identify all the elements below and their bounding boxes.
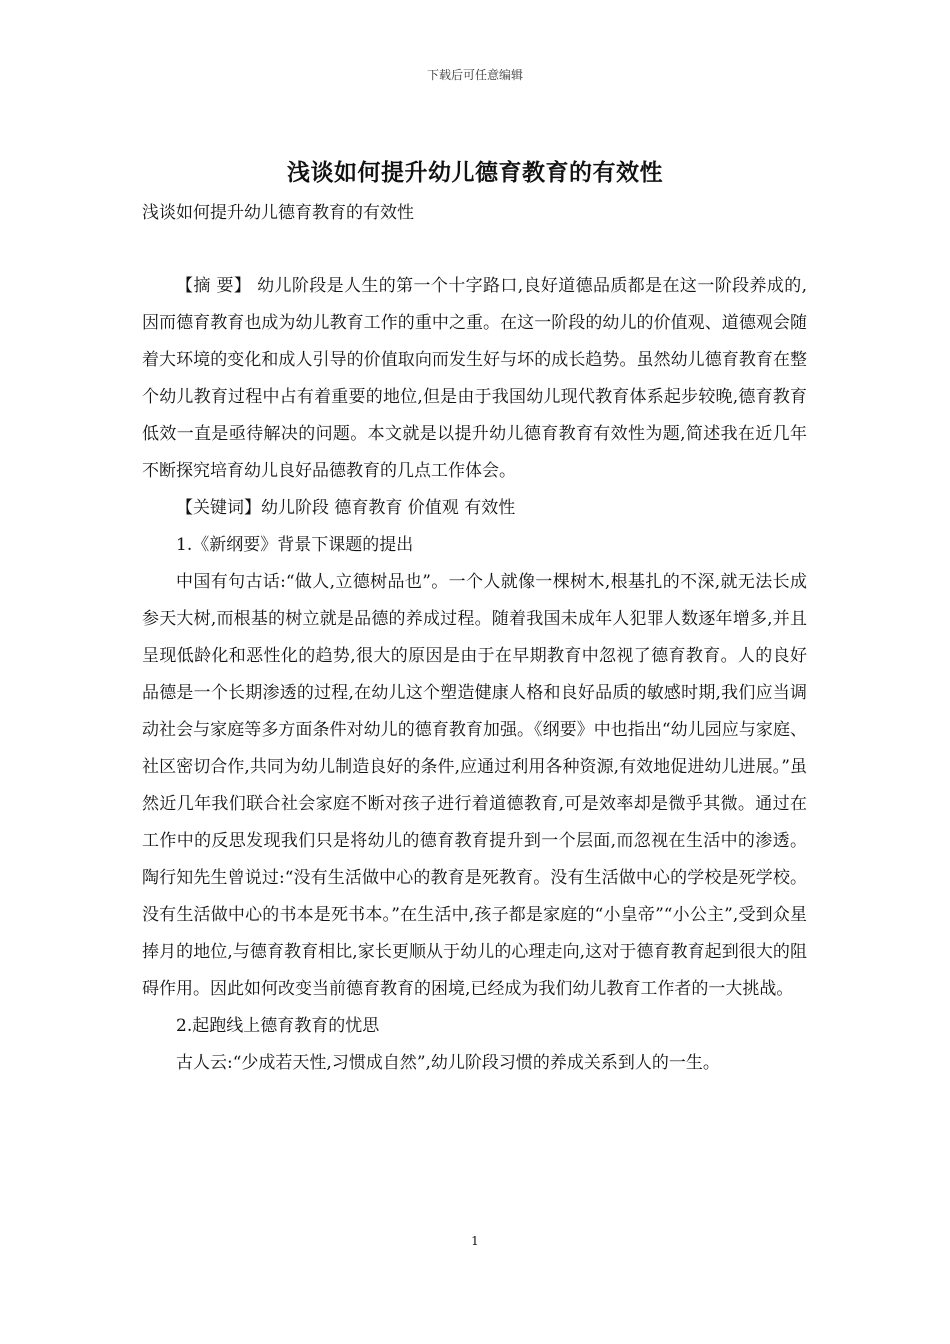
body-paragraph: 中国有句古话:“做人,立德树品也”。一个人就像一棵树木,根基扎的不深,就无法长成参天大树,而根基的树立就是品德的养成过程。随着我国未成年人犯罪人数逐年增多,并且呈现低龄化和恶性化的趋势,很大的原因是由于在早期教育中忽视了德育教育。人的良好品德是一个长期渗透的过程,在幼儿这个塑造健康人格和良好品质的敏感时期,我们应当调动社会与家庭等多方面条件对幼儿的德育教育加强。《纲要》中也指出“幼儿园应与家庭、社区密切合作,共同为幼儿制造良好的条件,应通过利用各种资源,有效地促进幼儿进展。”虽然近几年我们联合社会家庭不断对孩子进行着道德教育,可是效率却是微乎其微。通过在工作中的反思发现我们只是将幼儿的德育教育提升到一个层面,而忽视在生活中的渗透。陶行知先生曾说过:“没有生活做中心的教育是死教育。没有生活做中心的学校是死学校。没有生活做中心的书本是死书本。”在生活中,孩子都是家庭的“小皇帝”“小公主”,受到众星捧月的地位,与德育教育相比,家长更顺从于幼儿的心理走向,这对于德育教育起到很大的阻碍作用。因此如何改变当前德育教育的困境,已经成为我们幼儿教育工作者的一大挑战。 [142, 572, 807, 999]
keywords-paragraph: 【关键词】幼儿阶段 德育教育 价值观 有效性 [176, 498, 516, 518]
document-subtitle: 浅谈如何提升幼儿德育教育的有效性 [142, 203, 414, 223]
section-heading-1: 1.《新纲要》背景下课题的提出 [176, 535, 414, 555]
page-header: 下载后可任意编辑 [426, 68, 523, 82]
body-paragraph: 古人云:“少成若天性,习惯成自然”,幼儿阶段习惯的养成关系到人的一生。 [176, 1053, 720, 1073]
page-number: 1 [471, 1234, 479, 1248]
section-heading-2: 2.起跑线上德育教育的忧思 [176, 1016, 380, 1036]
abstract-paragraph: 【摘 要】 幼儿阶段是人生的第一个十字路口,良好道德品质都是在这一阶段养成的,因而德育教育也成为幼儿教育工作的重中之重。在这一阶段的幼儿的价值观、道德观会随着大环境的变化和成人引导的价值取向而发生好与坏的成长趋势。虽然幼儿德育教育在整个幼儿教育过程中占有着重要的地位,但是由于我国幼儿现代教育体系起步较晚,德育教育低效一直是亟待解决的问题。本文就是以提升幼儿德育教育有效性为题,简述我在近几年不断探究培育幼儿良好品德教育的几点工作体会。 [142, 276, 807, 481]
document-title: 浅谈如何提升幼儿德育教育的有效性 [287, 160, 663, 186]
document-body [142, 268, 807, 1082]
